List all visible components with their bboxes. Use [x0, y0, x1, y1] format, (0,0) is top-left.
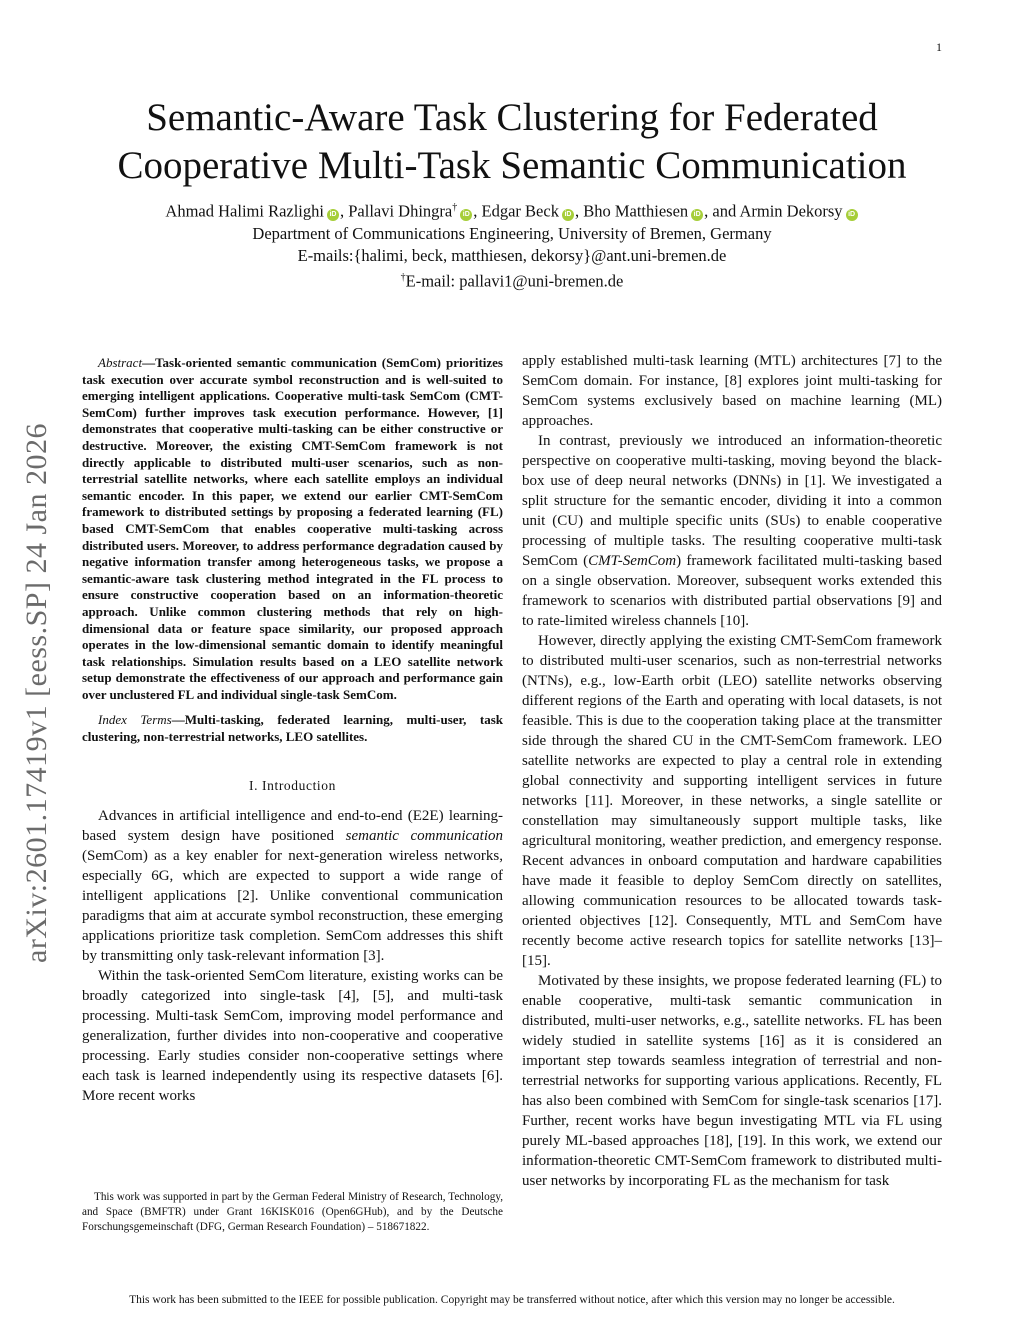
author-name: Ahmad Halimi Razlighi	[165, 201, 324, 221]
intro-paragraph-1: Advances in artificial intelligence and end-to-end (E2E) learning-based system design have positioned semantic communication (SemCom) as a key enabler for next-generation wireless networks, especially 6G, which are expected to support a wide range of intelligent applications [2]. Unlike conventional communication paradigms that aim at accurate symbol reconstruction, these emerging applications prioritize task completion. SemCom addresses this shift by transmitting only task-relevant information [3].	[82, 807, 503, 964]
right-paragraph-4: Motivated by these insights, we propose federated learning (FL) to enable cooperative, multi-task semantic communication in distributed, multi-user networks, e.g., satellite networks. FL has been widely studied in satellite systems [16] as it is considered an important step towards seamless integration of terrestrial and non-terrestrial networks for supporting various applications. Recently, FL has also been combined with SemCom for single-task scenarios [17]. Further, recent works have begun investigating MTL via FL using purely ML-based approaches [18], [19]. In this work, we extend our information-theoretic CMT-SemCom framework to distributed multi-user networks by incorporating FL as the mechanism for task	[522, 973, 942, 1189]
right-column	[522, 351, 942, 1191]
author-name: Edgar Beck	[481, 201, 559, 221]
author-name: Bho Matthiesen	[583, 201, 689, 221]
title-line-1: Semantic-Aware Task Clustering for Federated	[146, 96, 878, 139]
author-name: Pallavi Dhingra	[348, 201, 453, 221]
orcid-icon[interactable]: iD	[846, 209, 858, 221]
right-paragraph-1: apply established multi-task learning (MTL) architectures [7] to the SemCom domain. For instance, [8] explores joint multi-tasking for SemCom systems exclusively based on machine learning (ML) approaches.	[522, 353, 942, 429]
section-heading: I. Introduction	[249, 777, 336, 793]
affiliation: Department of Communications Engineering, University of Bremen, Germany	[252, 223, 772, 243]
orcid-icon[interactable]: iD	[562, 209, 574, 221]
orcid-icon[interactable]: iD	[691, 209, 703, 221]
author-block	[60, 197, 964, 292]
author-emails: E-mails:{halimi, beck, matthiesen, dekorsy}@ant.uni-bremen.de	[297, 245, 727, 265]
author-list: Ahmad Halimi Razlighi iD , Pallavi Dhingra†iD , Edgar Beck iD , Bho Matthiesen iD , and Armin Dekorsy iD	[60, 197, 964, 223]
index-terms: Index Terms—Multi-tasking, federated learning, multi-user, task clustering, non-terrestrial networks, LEO satellites.	[82, 712, 503, 745]
ieee-footer-notice: This work has been submitted to the IEEE for possible publication. Copyright may be transferred without notice, after which this version may no longer be accessible.	[129, 1294, 895, 1306]
abstract-label: Abstract	[98, 355, 143, 370]
page-number: 1	[936, 40, 942, 54]
affiliation-mark: †	[452, 202, 458, 213]
left-column	[82, 355, 503, 1106]
orcid-icon[interactable]: iD	[460, 209, 472, 221]
arxiv-stamp: arXiv:2601.17419v1 [eess.SP] 24 Jan 2026	[20, 423, 53, 963]
right-paragraph-2: In contrast, previously we introduced an information-theoretic perspective on cooperative multi-tasking, moving beyond the black-box use of deep neural networks (DNNs) in [1]. We investigated a split structure for the semantic encoder, dividing it into a common unit (CU) and multiple specific units (SUs) to enable cooperative processing of multiple tasks. The resulting cooperative multi-task SemCom (CMT-SemCom) framework facilitated multi-tasking based on a single observation. Moreover, subsequent works extended this framework to scenarios with distributed partial observations [9] and to rate-limited wireless channels [10].	[522, 433, 942, 629]
abstract: Abstract—Task-oriented semantic communication (SemCom) prioritizes task execution over accurate symbol reconstruction and is well-suited to emerging intelligent applications. Cooperative multi-task SemCom (CMT-SemCom) further improves task execution performance. However, [1] demonstrates that cooperative multi-tasking can be either constructive or destructive. Moreover, the existing CMT-SemCom framework is not directly applicable to distributed multi-user scenarios, such as non-terrestrial satellite networks, where each satellite employs an individual semantic encoder. In this paper, we extend our earlier CMT-SemCom framework to distributed settings by proposing a federated learning (FL) based CMT-SemCom that enables cooperative multi-tasking across distributed users. Moreover, to address performance degradation caused by negative information transfer among heterogeneous tasks, we propose a semantic-aware task clustering method integrated in the FL process to ensure constructive cooperation based on an information-theoretic approach. Unlike common clustering methods that rely on high-dimensional data or feature space similarity, our proposed approach operates in the low-dimensional semantic domain to identify meaningful task relationships. Simulation results based on a LEO satellite network setup demonstrate the effectiveness of our approach and performance gain over unclustered FL and individual single-task SemCom.	[82, 355, 503, 702]
intro-paragraph-2: Within the task-oriented SemCom literature, existing works can be broadly categorized into single-task [4], [5], and multi-task processing. Multi-task SemCom, improving model performance and generalization, further divides into non-cooperative and cooperative processing. Early studies consider non-cooperative settings where each task is learned independently using its respective datasets [6]. More recent works	[82, 967, 503, 1104]
title-line-2: Cooperative Multi-Task Semantic Communication	[117, 144, 907, 187]
orcid-icon[interactable]: iD	[327, 209, 339, 221]
index-terms-label: Index Terms	[98, 712, 172, 728]
paper-title	[60, 94, 964, 190]
right-paragraph-3: However, directly applying the existing CMT-SemCom framework to distributed multi-user scenarios, such as non-terrestrial networks (NTNs), e.g., low-Earth orbit (LEO) satellite networks observing different regions of the Earth and operating with local datasets, is not feasible. This is due to the cooperation taking place at the transmitter side through the shared CU in the CMT-SemCom framework. LEO satellite networks are expected to play a central role in extending global connectivity and supporting intelligent services in future networks [11]. Moreover, in these networks, a single satellite or constellation may simultaneously support multiple tasks, like agricultural monitoring, weather prediction, and emergency response. Recent advances in onboard computation and hardware capabilities have made it feasible to deploy SemCom directly on satellites, allowing communication resources to be allocated towards task-oriented objectives [12]. Consequently, MTL and SemCom have recently become active research topics for satellite networks [13]–[15].	[522, 633, 942, 969]
funding-footnote: This work was supported in part by the German Federal Ministry of Research, Technology, and Space (BMFTR) under Grant 16KISK016 (Open6GHub), and by the Deutsche Forschungsgemeinschaft (DFG, German Research Foundation) – 518671822.	[82, 1191, 503, 1233]
author-name: Armin Dekorsy	[739, 201, 843, 221]
author-email-2: †E-mail: pallavi1@uni-bremen.de	[400, 271, 624, 290]
